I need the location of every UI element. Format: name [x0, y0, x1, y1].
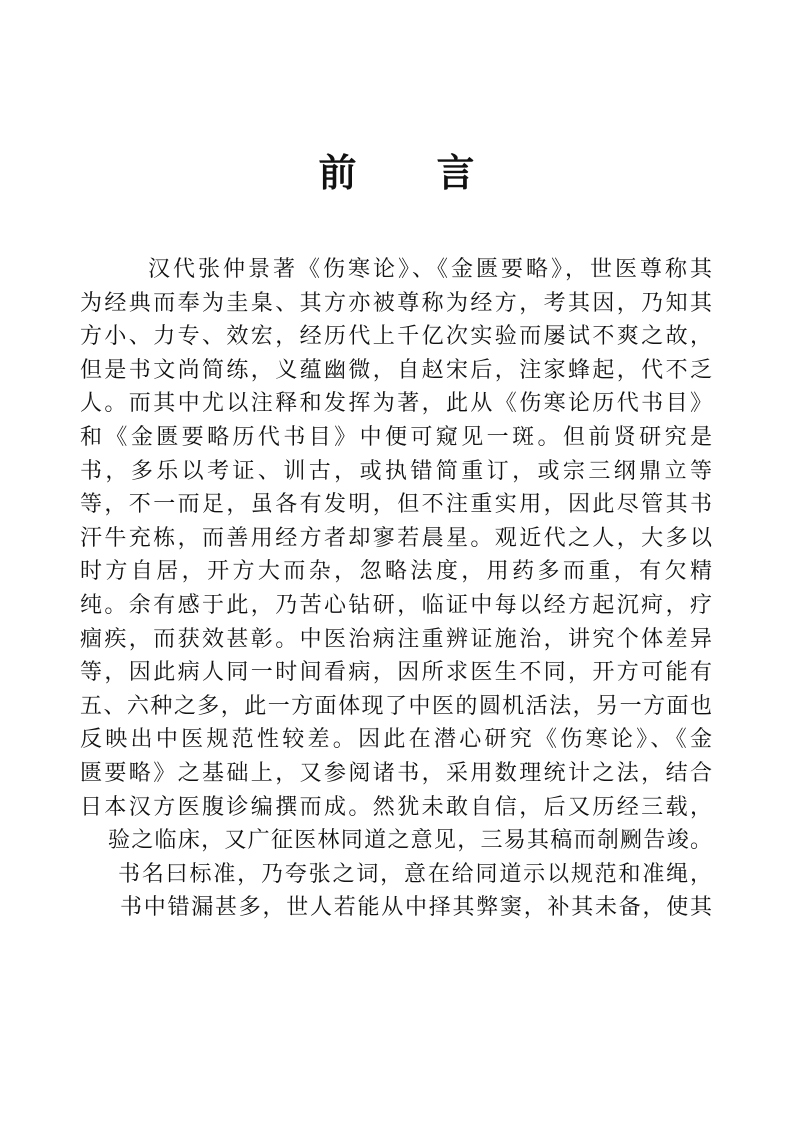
- text-line: 书，多乐以考证、训古，或执错简重订，或宗三纲鼎立等: [80, 458, 712, 484]
- text-line: 纯。余有感于此，乃苦心钻研，临证中每以经方起沉疴，疗: [80, 592, 712, 618]
- text-line: 人。而其中尤以注释和发挥为著，此从《伤寒论历代书目》: [80, 391, 712, 417]
- text-line: 时方自居，开方大而杂，忽略法度，用药多而重，有欠精: [80, 559, 712, 585]
- text-line: 反映出中医规范性较差。因此在潜心研究《伤寒论》、《金: [80, 727, 712, 753]
- text-line: 等，不一而足，虽各有发明，但不注重实用，因此尽管其书: [80, 492, 712, 518]
- text-line: 为经典而奉为圭臬、其方亦被尊称为经方，考其因，乃知其: [80, 290, 712, 316]
- page-title: [0, 142, 793, 197]
- text-line: 方小、力专、效宏，经历代上千亿次实验而屡试不爽之故，: [80, 324, 712, 350]
- text-line: 和《金匮要略历代书目》中便可窥见一斑。但前贤研究是: [80, 424, 712, 450]
- text-line: 但是书文尚简练，义蕴幽微，自赵宋后，注家蜂起，代不乏: [80, 357, 712, 383]
- text-line: 等，因此病人同一时间看病，因所求医生不同，开方可能有: [80, 660, 712, 686]
- text-line: 匮要略》之基础上，又参阅诸书，采用数理统计之法，结合: [80, 760, 712, 786]
- text-line: 五、六种之多，此一方面体现了中医的圆机活法，另一方面也: [80, 693, 712, 719]
- preface-body: [80, 253, 712, 925]
- text-line: 痼疾，而获效甚彰。中医治病注重辨证施治，讲究个体差异: [80, 626, 712, 652]
- text-line: 书中错漏甚多，世人若能从中择其弊窦，补其未备，使其: [120, 895, 712, 921]
- title-char-2: 言: [436, 150, 475, 195]
- text-line: 书名曰标准，乃夸张之词，意在给同道示以规范和准绳，: [118, 861, 712, 887]
- text-line: 日本汉方医腹诊编撰而成。然犹未敢自信，后又历经三载，: [80, 794, 712, 820]
- text-line: 汉代张仲景著《伤寒论》、《金匮要略》，世医尊称其: [148, 257, 712, 282]
- text-line: 汗牛充栋，而善用经方者却寥若晨星。观近代之人，大多以: [80, 525, 712, 551]
- title-char-1: 前: [318, 150, 357, 195]
- text-line: 验之临床，又广征医林同道之意见，三易其稿而剞劂告竣。: [108, 828, 712, 854]
